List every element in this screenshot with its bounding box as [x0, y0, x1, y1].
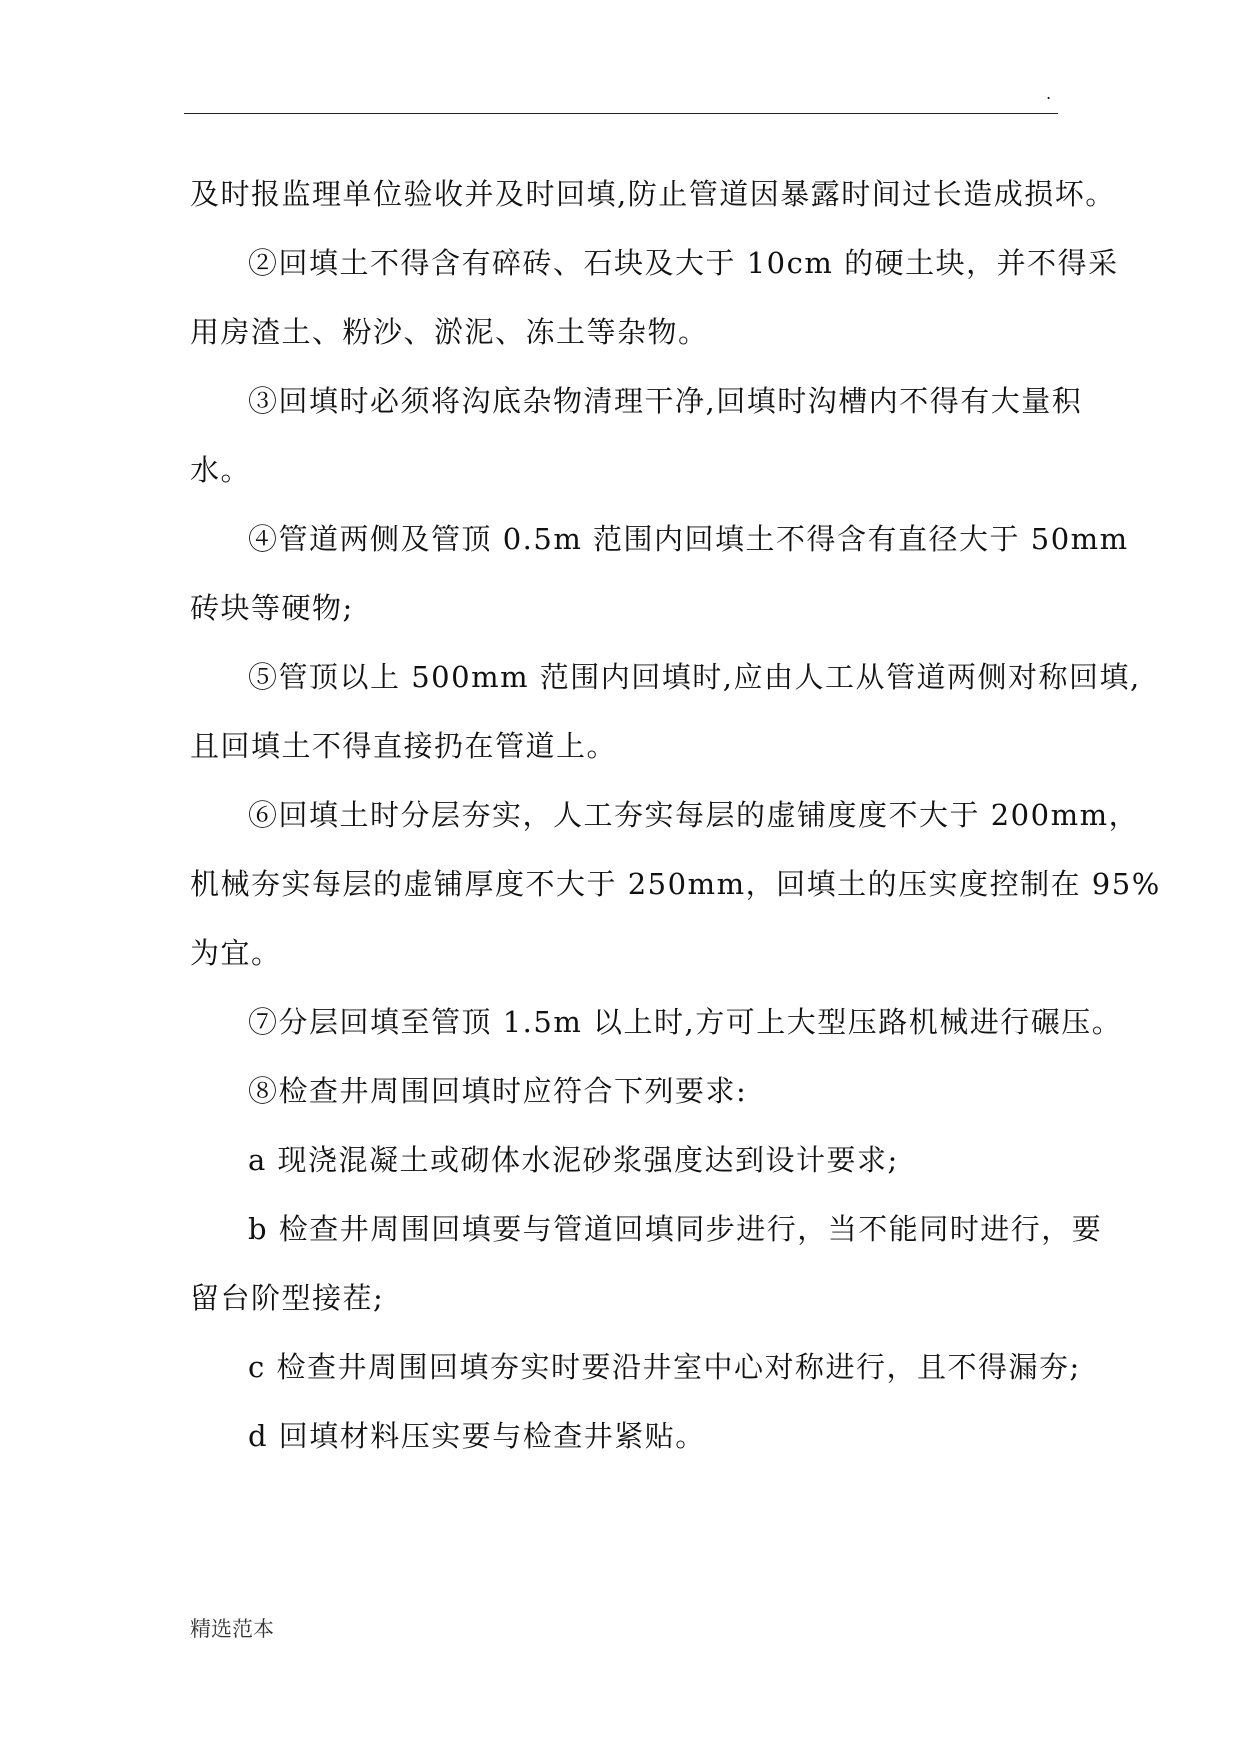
text-line: a 现浇混凝土或砌体水泥砂浆强度达到设计要求;	[248, 1143, 899, 1177]
text-line: ⑦分层回填至管顶 1.5m 以上时,方可上大型压路机械进行碾压。	[248, 1005, 1123, 1039]
text-line: 为宜。	[190, 936, 282, 970]
text-line: b 检查井周围回填要与管道回填同步进行，当不能同时进行，要	[248, 1212, 1103, 1246]
text-line: ③回填时必须将沟底杂物清理干净,回填时沟槽内不得有大量积	[248, 384, 1083, 418]
header-mark: .	[1046, 84, 1052, 103]
text-line: ⑥回填土时分层夯实，人工夯实每层的虚铺度度不大于 200mm，	[248, 798, 1140, 832]
text-line: 及时报监理单位验收并及时回填,防止管道因暴露时间过长造成损坏。	[190, 177, 1116, 211]
text-line: ⑧检查井周围回填时应符合下列要求:	[248, 1074, 748, 1108]
text-line: c 检查井周围回填夯实时要沿井室中心对称进行，且不得漏夯;	[248, 1350, 1081, 1384]
text-line: ②回填土不得含有碎砖、石块及大于 10cm 的硬土块，并不得采	[248, 246, 1119, 280]
text-line: 用房渣土、粉沙、淤泥、冻土等杂物。	[190, 315, 709, 349]
text-line: ④管道两侧及管顶 0.5m 范围内回填土不得含有直径大于 50mm	[248, 522, 1129, 556]
header-rule	[184, 113, 1058, 114]
text-line: 水。	[190, 453, 252, 487]
footer-label: 精选范本	[190, 1617, 274, 1641]
document-body	[190, 168, 1161, 1479]
text-line: 砖块等硬物;	[190, 591, 354, 625]
text-line: 机械夯实每层的虚铺厚度不大于 250mm，回填土的压实度控制在 95%	[190, 867, 1161, 901]
text-line: 且回填土不得直接扔在管道上。	[190, 729, 618, 763]
text-line: 留台阶型接茬;	[190, 1281, 385, 1315]
text-line: ⑤管顶以上 500mm 范围内回填时,应由人工从管道两侧对称回填,	[248, 660, 1141, 694]
text-line: d 回填材料压实要与检查井紧贴。	[248, 1419, 706, 1453]
